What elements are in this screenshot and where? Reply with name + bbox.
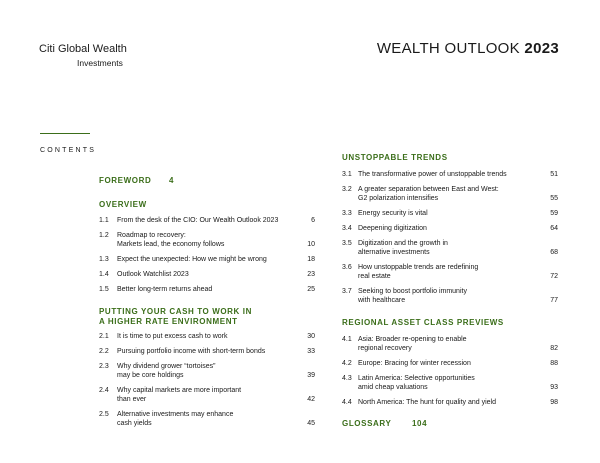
entry-number: 3.7 <box>342 288 352 295</box>
entry-page: 10 <box>307 241 315 248</box>
entry-title: A greater separation between East and West: <box>358 186 499 193</box>
entry-page: 64 <box>550 225 558 232</box>
entry-title-cont: regional recovery <box>358 345 412 352</box>
entry-number: 4.2 <box>342 360 352 367</box>
entry-page: 82 <box>550 345 558 352</box>
entry-page: 30 <box>307 333 315 340</box>
foreword-page: 4 <box>169 176 175 185</box>
entry-number: 3.3 <box>342 210 352 217</box>
trends-heading: UNSTOPPABLE TRENDS <box>342 153 448 162</box>
entry-title: How unstoppable trends are redefining <box>358 264 479 271</box>
entry-title: Outlook Watchlist 2023 <box>117 271 189 278</box>
brand-name: Citi Global Wealth <box>39 43 127 55</box>
entry-number: 4.3 <box>342 375 352 382</box>
entry-title: Energy security is vital <box>358 210 428 217</box>
entry-page: 88 <box>550 360 558 367</box>
entry-number: 2.1 <box>99 333 109 340</box>
entry-number: 3.5 <box>342 240 352 247</box>
entry-title-cont: G2 polarization intensifies <box>358 195 439 202</box>
entry-page: 93 <box>550 384 558 391</box>
entry-title: From the desk of the CIO: Our Wealth Outlook 2023 <box>117 217 279 224</box>
entry-page: 42 <box>307 396 315 403</box>
entry-title-cont: alternative investments <box>358 249 430 256</box>
entry-title: North America: The hunt for quality and yield <box>358 399 497 406</box>
entry-title: Roadmap to recovery: <box>117 232 186 239</box>
entry-title: Pursuing portfolio income with short-term bonds <box>117 348 266 355</box>
foreword-label: FOREWORD <box>99 176 152 185</box>
entry-number: 2.2 <box>99 348 109 355</box>
entry-number: 3.1 <box>342 171 352 178</box>
entry-page: 72 <box>550 273 558 280</box>
overview-heading: OVERVIEW <box>99 200 147 209</box>
entry-number: 4.4 <box>342 399 352 406</box>
entry-page: 59 <box>550 210 558 217</box>
entry-title: Alternative investments may enhance <box>117 411 234 418</box>
entry-number: 1.2 <box>99 232 109 239</box>
entry-title: Deepening digitization <box>358 225 427 232</box>
entry-title-cont: cash yields <box>117 420 152 427</box>
entry-title-cont: real estate <box>358 273 391 280</box>
entry-number: 3.6 <box>342 264 352 271</box>
entry-title: Expect the unexpected: How we might be wrong <box>117 256 267 263</box>
entry-page: 33 <box>307 348 315 355</box>
entry-page: 25 <box>307 286 315 293</box>
entry-title-cont: Markets lead, the economy follows <box>117 241 225 248</box>
entry-title: The transformative power of unstoppable trends <box>358 171 507 178</box>
entry-number: 3.2 <box>342 186 352 193</box>
entry-page: 39 <box>307 372 315 379</box>
contents-label: CONTENTS <box>40 147 97 154</box>
entry-number: 3.4 <box>342 225 352 232</box>
entry-title: Latin America: Selective opportunities <box>358 375 475 382</box>
accent-rule <box>40 133 90 134</box>
entry-title-cont: may be core holdings <box>117 372 184 379</box>
entry-page: 23 <box>307 271 315 278</box>
entry-title: Why capital markets are more important <box>117 387 242 394</box>
entry-title: Europe: Bracing for winter recession <box>358 360 471 367</box>
entry-title: Why dividend grower “tortoises” <box>117 363 216 370</box>
entry-number: 2.4 <box>99 387 109 394</box>
title-year: 2023 <box>524 40 559 57</box>
entry-number: 1.4 <box>99 271 109 278</box>
brand-subtitle: Investments <box>77 58 123 68</box>
entry-page: 18 <box>307 256 315 263</box>
cash-heading-line1: PUTTING YOUR CASH TO WORK IN <box>99 307 252 316</box>
entry-number: 2.3 <box>99 363 109 370</box>
entry-number: 1.1 <box>99 217 109 224</box>
glossary-page: 104 <box>412 419 428 428</box>
entry-number: 1.3 <box>99 256 109 263</box>
entry-title: Digitization and the growth in <box>358 240 448 247</box>
entry-page: 6 <box>311 217 315 224</box>
entry-page: 45 <box>307 420 315 427</box>
glossary-label: GLOSSARY <box>342 419 392 428</box>
entry-title: It is time to put excess cash to work <box>117 333 228 340</box>
title-main: WEALTH OUTLOOK <box>376 40 520 57</box>
entry-title-cont: amid cheap valuations <box>358 384 428 391</box>
foreword-heading[interactable] <box>99 176 175 186</box>
entry-number: 1.5 <box>99 286 109 293</box>
entry-title-cont: than ever <box>117 396 147 403</box>
cash-heading-line2: A HIGHER RATE ENVIRONMENT <box>99 317 238 326</box>
entry-title: Better long-term returns ahead <box>117 286 213 293</box>
entry-title-cont: with healthcare <box>358 297 406 304</box>
entry-title: Seeking to boost portfolio immunity <box>358 288 467 295</box>
entry-number: 4.1 <box>342 336 352 343</box>
entry-title: Asia: Broader re-opening to enable <box>358 336 467 343</box>
entry-page: 77 <box>550 297 558 304</box>
glossary-heading[interactable] <box>342 419 428 429</box>
regional-heading: REGIONAL ASSET CLASS PREVIEWS <box>342 318 504 327</box>
entry-number: 2.5 <box>99 411 109 418</box>
cash-heading <box>99 307 252 327</box>
entry-page: 98 <box>550 399 558 406</box>
entry-page: 68 <box>550 249 558 256</box>
entry-page: 51 <box>550 171 558 178</box>
entry-page: 55 <box>550 195 558 202</box>
page-title <box>377 40 559 57</box>
